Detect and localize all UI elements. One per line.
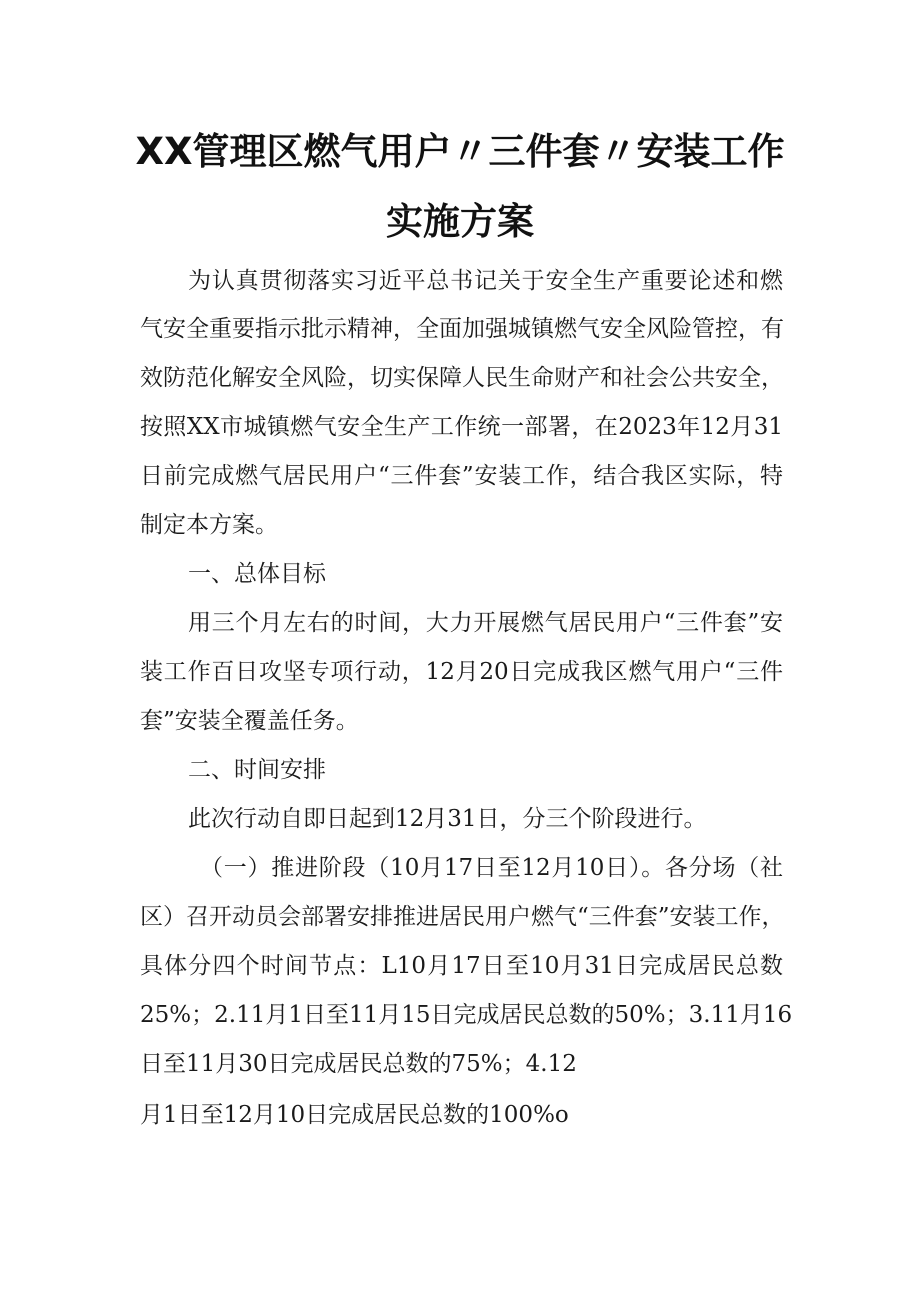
paragraph-line: 25%；2.11月1日至11月15日完成居民总数的50%；3.11月16 <box>140 1002 793 1028</box>
paragraph-line: 气安全重要指示批示精神，全面加强城镇燃气安全风险管控，有 <box>140 316 784 342</box>
paragraph-line: 套”安装全覆盖任务。 <box>140 708 359 734</box>
paragraph-line: 月1日至12月10日完成居民总数的100%o <box>140 1102 569 1128</box>
paragraph-line: 日至11月30日完成居民总数的75%；4.12 <box>140 1051 577 1077</box>
paragraph-line: 具体分四个时间节点：L10月17日至10月31日完成居民总数 <box>140 953 783 979</box>
paragraph-line: 日前完成燃气居民用户“三件套”安装工作，结合我区实际，特 <box>140 463 783 489</box>
document-title-line1: XX管理区燃气用户〃三件套〃安装工作 <box>135 130 785 173</box>
paragraph-line: 效防范化解安全风险，切实保障人民生命财产和社会公共安全， <box>140 365 784 391</box>
paragraph-line: 用三个月左右的时间，大力开展燃气居民用户“三件套”安 <box>188 610 783 636</box>
paragraph-line: 制定本方案。 <box>140 512 278 538</box>
paragraph-line: 按照XX市城镇燃气安全生产工作统一部署，在2023年12月31 <box>140 414 783 440</box>
paragraph-line: 区）召开动员会部署安排推进居民用户燃气“三件套”安装工作， <box>140 904 785 930</box>
paragraph-line: 为认真贯彻落实习近平总书记关于安全生产重要论述和燃 <box>188 268 783 294</box>
paragraph-line: 装工作百日攻坚专项行动，12月20日完成我区燃气用户“三件 <box>140 659 783 685</box>
section-heading: 一、总体目标 <box>188 561 326 587</box>
paragraph-line: （一）推进阶段（10月17日至12月10日）。各分场（社 <box>200 855 783 881</box>
paragraph-line: 此次行动自即日起到12月31日，分三个阶段进行。 <box>188 806 707 832</box>
section-heading: 二、时间安排 <box>188 757 326 783</box>
document-title-line2: 实施方案 <box>386 200 534 243</box>
